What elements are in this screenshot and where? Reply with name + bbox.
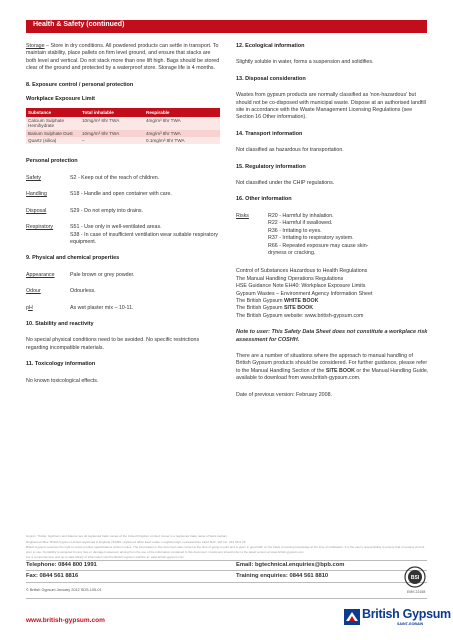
table-row xyxy=(26,117,220,130)
pp-term: Respiratory xyxy=(26,224,54,231)
table-cell: Quartz (silica) xyxy=(26,137,80,144)
training-enquiries: Training enquiries: 0844 561 8810 xyxy=(236,573,329,579)
prop-term: pH xyxy=(26,304,33,311)
risks-term: Risks xyxy=(236,212,249,219)
pp-text-group xyxy=(70,224,220,246)
section-9-heading: 9. Physical and chemical properties xyxy=(26,255,120,262)
section-14-text: Not classified as hazardous for transportation. xyxy=(236,147,344,154)
divider xyxy=(26,582,427,583)
email[interactable]: Email: bgtechnical.enquiries@bpb.com xyxy=(236,562,345,568)
divider xyxy=(26,598,427,599)
certificate-number: EMS 22158 xyxy=(407,590,426,594)
prop-text: Odourless. xyxy=(70,288,96,295)
col-header-respirable: Respirable xyxy=(144,108,220,116)
reference-item-white-book xyxy=(236,298,429,305)
table-cell: 10mg/m³ 8hr TWA xyxy=(80,130,144,137)
telephone: Telephone: 0844 800 1991 xyxy=(26,562,97,568)
reference-prefix: The British Gypsum xyxy=(236,297,284,304)
previous-version-date: Date of previous version: February 2008. xyxy=(236,391,332,398)
pp-text: S29 - Do not empty into drains. xyxy=(70,207,144,214)
col-header-substance: Substance xyxy=(26,108,80,116)
site-book-label: SITE BOOK xyxy=(325,367,355,374)
personal-protection-heading: Personal protection xyxy=(26,158,78,165)
pp-row-respiratory xyxy=(26,224,220,246)
pp-text: S2 - Keep out of the reach of children. xyxy=(70,174,160,181)
reference-item: Gypsum Wastes – Environment Agency Information Sheet xyxy=(236,290,373,297)
risk-item: R20 - Harmful by inhalation. xyxy=(268,212,334,219)
website-link[interactable]: www.british-gypsum.com xyxy=(26,617,105,624)
manual-handling-paragraph xyxy=(236,353,429,383)
reference-item: HSE Guidance Note EH40: Workplace Exposure Limits xyxy=(236,283,366,290)
section-12-heading: 12. Ecological information xyxy=(236,43,305,49)
divider xyxy=(26,570,427,571)
section-11-text: No known toxicological effects. xyxy=(26,377,99,384)
fine-print-line: For a comprehensive and up-to-date library of information visit the British Gypsum website at: www.british-gypsum.com xyxy=(26,555,184,560)
reference-item-site-book xyxy=(236,305,429,312)
right-column xyxy=(236,43,429,399)
note-to-user: Note to user: This Safety Data Sheet does not constitute a workplace risk assessment for COSHH. xyxy=(236,329,428,343)
storage-text: – Store in dry conditions. All powdered products can settle in transport. To maintain stability, place pallets on firm level ground, and ensure that stacks are both level and vertical. Do not stack more than one lift high. Bags should be stored clear of the ground and protected by a waterproof store. Storage life is 4 months. xyxy=(26,43,220,72)
para-text: or the Manual Handling Guide, available to download from www.british-gypsum.com. xyxy=(236,367,429,382)
reference-item: The Manual Handling Operations Regulations xyxy=(236,275,344,282)
section-11-heading: 11. Toxicology information xyxy=(26,361,96,368)
pp-text: S38 - In case of insufficient ventilation wear suitable respiratory equipment. xyxy=(70,231,218,245)
risk-item: R36 - Irritating to eyes. xyxy=(268,227,322,234)
risks-list xyxy=(268,213,429,257)
fine-print xyxy=(26,534,427,561)
table-cell: – xyxy=(80,137,144,144)
prop-row-appearance xyxy=(26,272,220,279)
pp-term: Safety xyxy=(26,174,42,181)
pp-row-disposal xyxy=(26,208,220,215)
table-cell: 4mg/m³ 8hr TWA xyxy=(144,117,220,130)
brand-logo-text: British Gypsum xyxy=(362,607,451,621)
fax: Fax: 0844 561 8816 xyxy=(26,573,79,579)
reference-prefix: The British Gypsum xyxy=(236,305,284,312)
pp-row-handling xyxy=(26,191,220,198)
table-header-row xyxy=(26,108,220,116)
pp-text: S51 - Use only in well-ventilated areas. xyxy=(70,224,162,231)
table-cell: 10mg/m³ 8hr TWA xyxy=(80,117,144,130)
section-10-text: No special physical conditions need to be avoided. No specific restrictions regarding incompatible materials. xyxy=(26,337,200,351)
fine-print-line: British Gypsum reserves the right to revise product specifications without notice. The information in this document was correct at the time of going to print and is given in good faith on the basis of existing knowledge at the time of publication. It is the user's responsibility to ensure that it remains current prior to use. No liability is accepted for any loss or damage howsoever arising from the use of the information contained in this document. Customers should refer to the latest version at www.british-gypsum.com. xyxy=(26,545,425,554)
table-cell: Calcium Sulphate Hemihydrate xyxy=(26,117,80,130)
fine-print-line: Registered office: British Gypsum Limited registered in England 734396, registered office East Leake, Loughborough, Leicestershire LE12 6HX. VAT No. 243 3311 29. xyxy=(26,539,247,544)
left-column xyxy=(26,43,220,385)
table-row xyxy=(26,130,220,137)
fine-print-line: Gyproc, Thistle, Gyptherm and Glasroc are all registered trade names of the United Kingdom Limited. Isover is a registered trade name of Saint-Gobain. xyxy=(26,534,228,538)
section-8-heading: 8. Exposure control / personal protection xyxy=(26,81,134,88)
section-15-text: Not classified under the CHIP regulations. xyxy=(236,180,335,187)
section-13-heading: 13. Disposal consideration xyxy=(236,75,306,82)
divider xyxy=(26,560,427,561)
table-cell: 4mg/m³ 8hr TWA xyxy=(144,130,220,137)
site-book-label: SITE BOOK xyxy=(283,305,314,312)
bsi-certification-icon xyxy=(404,566,426,588)
col-header-total-inhalable: Total inhalable xyxy=(80,108,144,116)
pp-term: Handling xyxy=(26,191,47,198)
page-title: Health & Safety (continued) xyxy=(33,21,125,28)
reference-item-website: The British Gypsum website: www.british-gypsum.com xyxy=(236,312,364,319)
risk-item: R37 - Irritating to respiratory system. xyxy=(268,235,354,242)
section-16-heading: 16. Other information xyxy=(236,196,292,203)
prop-row-odour xyxy=(26,288,220,295)
table-cell: Barium Sulphate Dust xyxy=(26,130,80,137)
storage-term: Storage xyxy=(26,43,45,49)
section-10-heading: 10. Stability and reactivity xyxy=(26,320,94,327)
section-12-text: Slightly soluble in water, forms a suspension and solidifies. xyxy=(236,59,374,66)
para-text: There are a number of situations where the approach to manual handling of British Gypsum products should be considered. For further guidance, please refer to the Manual Handling Section of the xyxy=(236,352,428,374)
section-15-heading: 15. Regulatory information xyxy=(236,163,306,170)
section-13-text: Wastes from gypsum products are normally classified as 'non-hazardous' but should not be co-disposed with municipal waste. Dispose at an authorised landfill site in accordance with the Waste Management Licensing Regulations (see Section 16 Other information). xyxy=(236,92,426,121)
reference-item: Control of Substances Hazardous to Health Regulations xyxy=(236,268,368,275)
exposure-limit-table xyxy=(26,108,220,144)
pp-term: Disposal xyxy=(26,207,47,214)
risk-item: R66 - Repeated exposure may cause skin- xyxy=(268,242,369,249)
reference-list xyxy=(236,268,429,320)
white-book-label: WHITE BOOK xyxy=(283,297,319,304)
prop-term: Odour xyxy=(26,288,41,295)
brand-logo-subtext: SAINT-GOBAIN xyxy=(397,622,424,626)
risks-row xyxy=(236,213,429,257)
pp-row-safety xyxy=(26,175,220,182)
section-header-bar xyxy=(26,20,427,33)
table-cell: 0.1mg/m³ 8hr TWA xyxy=(144,137,220,144)
storage-paragraph xyxy=(26,43,220,73)
prop-term: Appearance xyxy=(26,271,55,278)
pp-text: S18 - Handle and open container with care. xyxy=(70,191,172,198)
prop-text: Pale brown or grey powder. xyxy=(70,271,135,278)
section-14-heading: 14. Transport information xyxy=(236,130,303,137)
risk-item: dryness or cracking. xyxy=(268,249,316,256)
table-row xyxy=(26,137,220,144)
copyright: © British Gypsum January 2012 SDS-105-01 xyxy=(26,588,102,592)
wel-heading: Workplace Exposure Limit xyxy=(26,96,95,103)
british-gypsum-logo-icon xyxy=(344,609,360,625)
bsi-label: BSI xyxy=(410,575,420,581)
prop-text: As wet plaster mix – 10-11. xyxy=(70,304,134,311)
prop-row-ph xyxy=(26,305,220,312)
risk-item: R22 - Harmful if swallowed. xyxy=(268,220,333,227)
